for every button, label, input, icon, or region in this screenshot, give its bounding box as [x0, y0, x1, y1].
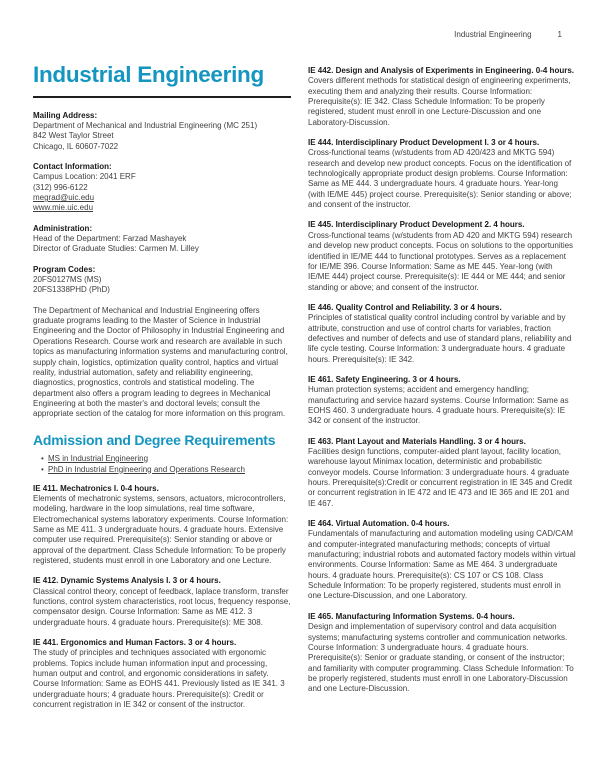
- phone-number-line: (312) 996-6122: [33, 182, 88, 192]
- list-item: [41, 464, 291, 475]
- administration-block: [33, 224, 291, 255]
- page-title: Industrial Engineering: [33, 62, 264, 87]
- title-rule: [33, 96, 291, 98]
- program-codes-block: [33, 265, 291, 296]
- left-column: [33, 52, 291, 720]
- degree-links-list: [33, 453, 291, 475]
- mailing-address-label: Mailing Address:: [33, 110, 98, 120]
- course-description: Design and implementation of supervisory control and data acquisition systems; manufacturing systems controller and communication networks. Course Information: 3 undergraduate hours. 4 graduate hours. Prerequisite(s): Senior or graduate standing, or consent of the instructor; and familiarity with computer programming. Class Schedule Information: To be properly registered, students must enroll in one Laboratory-Discussion and one Lecture-Discussion.: [308, 622, 574, 694]
- course-entry: [33, 576, 291, 628]
- email-link[interactable]: megrad@uic.edu: [33, 193, 95, 203]
- contact-information-block: [33, 162, 291, 214]
- course-description: Cross-functional teams (w/students from AD 420 and MKTG 594) research and develop new product concepts. Focus on solutions to the opportunities identified in IE/ME 444 to functional prototypes. Serves as a replacement for IE/ME 396. Course Information: Same as ME 445. Year-long (with IE/ME 444) project course. Prerequisite(s): IE 444 or ME 444; and senior standing or above; and consent of the instructor.: [308, 230, 574, 292]
- course-title: IE 446. Quality Control and Reliability. 3 or 4 hours.: [308, 302, 502, 312]
- course-entry: [308, 612, 576, 695]
- course-title: IE 463. Plant Layout and Materials Handling. 3 or 4 hours.: [308, 436, 526, 446]
- course-title: IE 464. Virtual Automation. 0-4 hours.: [308, 519, 450, 529]
- course-description: The study of principles and techniques associated with ergonomic problems. Topics include human information input and processing, human output and control, and ergonomic considerations in safety. Course Information: Same as EOHS 441. Previously listed as IE 341. 3 undergraduate hours; 4 graduate hours. Prerequisite(s): Credit or concurrent registration in IE 342 or consent of the instructor.: [33, 648, 285, 710]
- administration-label: Administration:: [33, 223, 93, 233]
- course-title: IE 444. Interdisciplinary Product Development I. 3 or 4 hours.: [308, 138, 540, 148]
- mailing-address-line: Department of Mechanical and Industrial Engineering (MC 251): [33, 120, 258, 130]
- program-code-line: 20FS1338PHD (PhD): [33, 285, 110, 295]
- department-intro-paragraph: The Department of Mechanical and Industrial Engineering offers graduate programs leading to the Master of Science in Industrial Engineering and the Doctor of Philosophy in Industrial Engineering and Operations Research. Course work and research are available in such topics as manufacturing information systems and manufacturing control, supply chain, logistics, optimization quality control, haptics and virtual reality, industrial automation, safety and reliability engineering, diagnostics, prognostics, controls and statistical modeling. The department also offers a program leading to degrees in Mechanical Engineering at both the master's and doctoral levels; consult the appropriate section of the catalog for more information on this program.: [33, 305, 288, 419]
- page-header: [33, 30, 576, 39]
- course-title: IE 465. Manufacturing Information Systems. 0-4 hours.: [308, 611, 515, 621]
- two-column-layout: [33, 52, 576, 720]
- page-number: 1: [557, 30, 562, 39]
- course-title: IE 411. Mechatronics I. 0-4 hours.: [33, 483, 159, 493]
- phd-degree-link[interactable]: PhD in Industrial Engineering and Operations Research: [48, 464, 246, 474]
- running-title: Industrial Engineering: [454, 30, 532, 39]
- course-description: Cross-functional teams (w/students from AD 420/423 and MKTG 594) research and develop new product concepts. Focus on the identification of technologically appropriate product design problems. Course Information: Same as ME 444. 3 undergraduate hours. 4 graduate hours. Year-long (with IE/ME 445) project course. Prerequisite(s): Senior standing or above; and consent of the instructor.: [308, 148, 572, 210]
- list-item: [41, 453, 291, 464]
- course-title: IE 412. Dynamic Systems Analysis I. 3 or 4 hours.: [33, 576, 221, 586]
- course-entry: [33, 638, 291, 710]
- course-entry: [308, 375, 576, 427]
- course-entry: [308, 138, 576, 210]
- course-entry: [308, 437, 576, 509]
- department-head-line: Head of the Department: Farzad Mashayek: [33, 234, 187, 244]
- course-entry: [308, 519, 576, 602]
- course-entry: [308, 66, 576, 128]
- mailing-address-block: [33, 111, 291, 152]
- ms-degree-link[interactable]: MS in Industrial Engineering: [48, 453, 149, 463]
- course-title: IE 461. Safety Engineering. 3 or 4 hours.: [308, 374, 461, 384]
- program-codes-label: Program Codes:: [33, 264, 96, 274]
- course-title: IE 445. Interdisciplinary Product Development 2. 4 hours.: [308, 220, 525, 230]
- course-description: Elements of mechatronic systems, sensors, actuators, microcontrollers, modeling, hardware in the loop simulations, real time software, Electromechanical systems laboratory experiments. Course Information: Same as ME 411. 3 undergraduate hours. 4 graduate hours. Extensive computer use required. Prerequisite(s): Senior standing or above or approval of the department. Class Schedule Information: To be properly registered, students must enroll in one Laboratory and one Lecture.: [33, 493, 289, 565]
- right-column: [308, 52, 576, 720]
- contact-information-label: Contact Information:: [33, 162, 112, 171]
- course-description: Covers different methods for statistical design of engineering experiments, executing them and analyzing their results. Course Information: Prerequisite(s): IE 342. Class Schedule Information: To be properly registered, student must enroll in one Lecture-Discussion and one Laboratory-Discussion.: [308, 76, 571, 127]
- campus-location-line: Campus Location: 2041 ERF: [33, 172, 136, 182]
- course-entry: [308, 220, 576, 292]
- course-description: Principles of statistical quality control including control by variable and by attribute, construction and use of control charts for variables, fraction defectives and number of defects and use of standard plans, reliability and life cycle testing. Course Information: 3 undergraduate hours. 4 graduate hours. Prerequisite(s): IE 342.: [308, 313, 572, 364]
- course-entry: [308, 303, 576, 365]
- course-description: Facilities design functions, computer-aided plant layout, facility location, warehouse layout Minimax location, deterministic and probabilistic conveyor models. Course Information: 3 undergraduate hours. 4 graduate hours. Prerequisite(s):Credit or concurrent registration in IE 345 and Credit or concurrent registration in IE 472 and IE 473 and IE 365 and IE 201 and IE 467.: [308, 447, 573, 508]
- program-code-line: 20FS0127MS (MS): [33, 275, 102, 285]
- graduate-director-line: Director of Graduate Studies: Carmen M. Lilley: [33, 244, 199, 254]
- course-entry: [33, 484, 291, 567]
- course-description: Fundamentals of manufacturing and automation modeling using CAD/CAM and computer-integrated manufacturing methods; concepts of virtual manufacturing; industrial robots and automated factory models within virtual environments. Course Information: Same as ME 464. 3 undergraduate hours. 4 graduate hours. Prerequisite(s): CS 107 or CS 108. Class Schedule Information: To be properly registered, students must enroll in one Lecture-Discussion, and one Laboratory.: [308, 529, 576, 601]
- course-title: IE 441. Ergonomics and Human Factors. 3 or 4 hours.: [33, 638, 237, 648]
- admission-requirements-heading: Admission and Degree Requirements: [33, 431, 276, 448]
- mailing-address-line: Chicago, IL 60607-7022: [33, 141, 119, 151]
- course-description: Classical control theory, concept of feedback, laplace transform, transfer functions, control system characteristics, root locus, frequency response, compensator design. Course Information: Same as ME 412. 3 undergraduate hours. 4 graduate hours. Prerequisite(s): ME 308.: [33, 586, 291, 627]
- mailing-address-line: 842 West Taylor Street: [33, 131, 114, 141]
- website-link[interactable]: www.mie.uic.edu: [33, 203, 94, 213]
- course-description: Human protection systems; accident and emergency handling; manufacturing and service hazard systems. Course Information: Same as EOHS 460. 3 undergraduate hours. 4 graduate hours. Prerequisite(s): IE 342 or consent of the instructor.: [308, 385, 569, 426]
- course-title: IE 442. Design and Analysis of Experiments in Engineering. 0-4 hours.: [308, 66, 574, 75]
